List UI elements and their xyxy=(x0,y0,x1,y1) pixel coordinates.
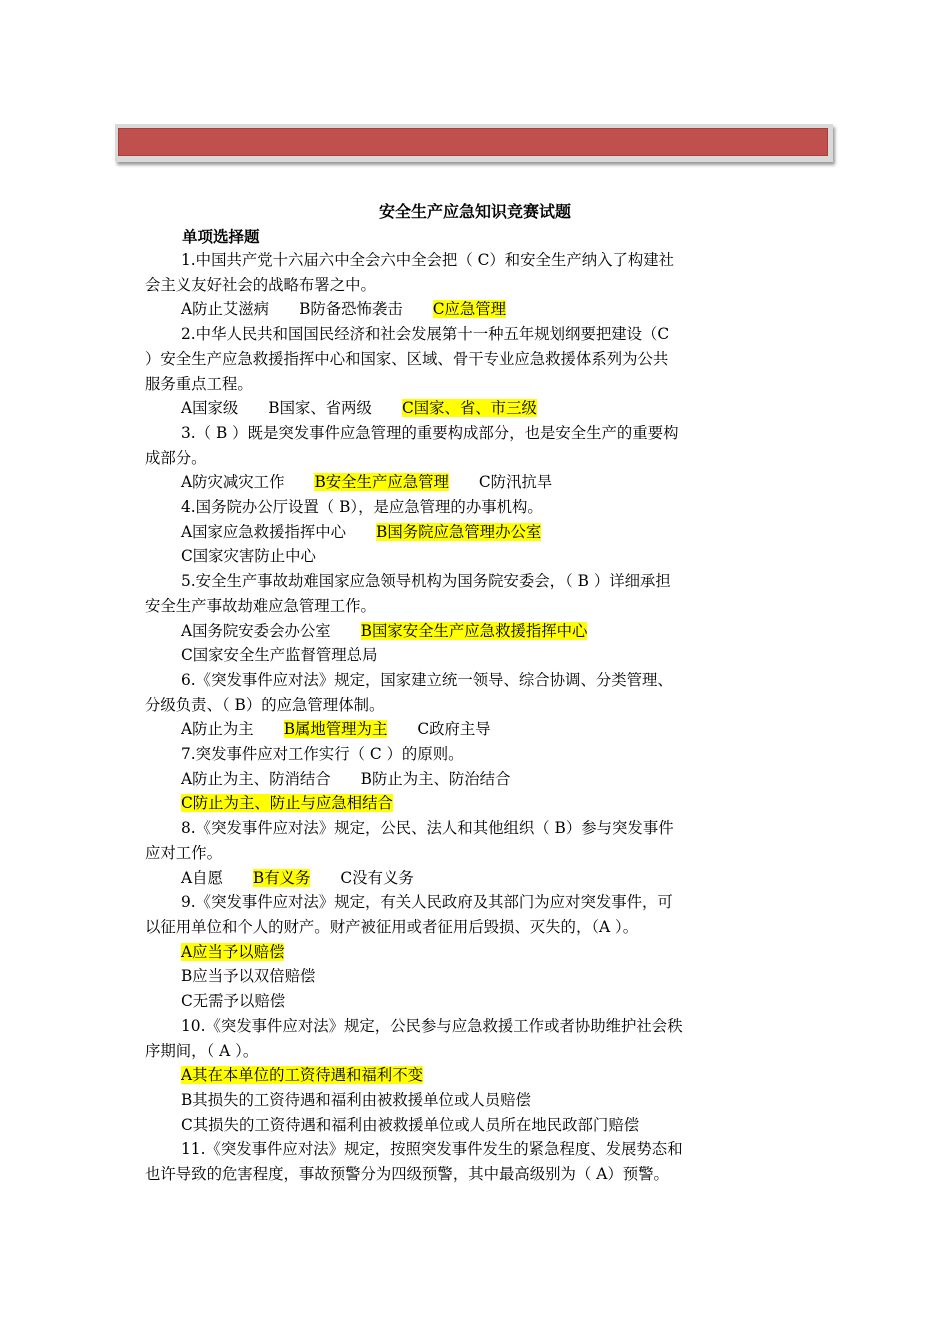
answer-option-correct: C应急管理 xyxy=(432,300,507,319)
answer-option-correct: C国家、省、市三级 xyxy=(401,399,537,418)
option-row xyxy=(145,717,807,742)
question-7 xyxy=(145,742,807,816)
question-1 xyxy=(145,248,807,322)
answer-option: B其损失的工资待遇和福利由被救援单位或人员赔偿 xyxy=(181,1090,531,1109)
section-heading: 单项选择题 xyxy=(182,228,260,246)
page-title: 安全生产应急知识竞赛试题 xyxy=(378,202,571,221)
answer-option-correct: B安全生产应急管理 xyxy=(314,473,449,492)
option-row xyxy=(145,964,807,989)
answer-option: B防备恐怖袭击 xyxy=(299,300,403,319)
answer-option-correct: A其在本单位的工资待遇和福利不变 xyxy=(181,1066,423,1085)
header-banner xyxy=(115,124,833,162)
answer-option: C国家安全生产监督管理总局 xyxy=(181,646,378,665)
question-text-cont: 分级负责、（ B）的应急管理体制。 xyxy=(145,695,385,714)
answer-option: C防汛抗旱 xyxy=(478,473,553,492)
option-row xyxy=(145,1063,807,1088)
answer-option: C其损失的工资待遇和福利由被救援单位或人员所在地民政部门赔偿 xyxy=(181,1115,640,1134)
answer-option: B防止为主、防治结合 xyxy=(360,769,511,788)
question-9 xyxy=(145,890,807,1014)
question-text: 5.安全生产事故劫难国家应急领导机构为国务院安委会，（ B ）详细承担 xyxy=(181,572,671,591)
question-text: 1.中国共产党十六届六中全会六中全会把（ C）和安全生产纳入了构建社 xyxy=(181,251,675,269)
option-row xyxy=(145,1113,807,1138)
question-text-cont: 也许导致的危害程度，事故预警分为四级预警，其中最高级别为（ A）预警。 xyxy=(145,1165,669,1184)
question-text: 11.《突发事件应对法》规定，按照突发事件发生的紧急程度、发展势态和 xyxy=(181,1140,683,1159)
question-text: 8.《突发事件应对法》规定，公民、法人和其他组织（ B）参与突发事件 xyxy=(181,819,674,838)
question-6 xyxy=(145,668,807,742)
question-text-cont: 成部分。 xyxy=(145,448,207,467)
option-row xyxy=(145,767,807,792)
option-row xyxy=(145,470,807,495)
answer-option-correct: B国家安全生产应急救援指挥中心 xyxy=(360,621,588,640)
question-text-cont: 安全生产事故劫难应急管理工作。 xyxy=(145,596,376,615)
question-2 xyxy=(145,322,807,421)
question-5 xyxy=(145,569,807,668)
question-text-cont: 应对工作。 xyxy=(145,843,222,862)
answer-option: A自愿 xyxy=(181,868,223,887)
answer-option-correct: B属地管理为主 xyxy=(283,720,388,739)
answer-option: A防灾减灾工作 xyxy=(181,473,285,492)
answer-option: B国家、省两级 xyxy=(268,399,372,418)
option-row xyxy=(145,520,807,545)
question-text: 4.国务院办公厅设置（ B），是应急管理的办事机构。 xyxy=(181,498,543,517)
question-text-cont: 以征用单位和个人的财产。财产被征用或者征用后毁损、灭失的，（A ）。 xyxy=(145,917,639,936)
option-row xyxy=(145,940,807,965)
question-text-cont: 会主义友好社会的战略布署之中。 xyxy=(145,275,376,294)
header-banner-bar xyxy=(118,128,828,156)
option-row xyxy=(145,396,807,421)
answer-option: C政府主导 xyxy=(417,720,491,739)
option-row xyxy=(145,791,807,816)
question-list xyxy=(145,248,807,1187)
answer-option: C国家灾害防止中心 xyxy=(181,547,316,566)
question-text: 10.《突发事件应对法》规定，公民参与应急救援工作或者协助维护社会秩 xyxy=(181,1016,683,1035)
question-text-cont: 服务重点工程。 xyxy=(145,374,253,393)
answer-option: A国家应急救援指挥中心 xyxy=(181,522,347,541)
answer-option-correct: A应当予以赔偿 xyxy=(181,942,285,961)
question-text: 3.（ B ）既是突发事件应急管理的重要构成部分，也是安全生产的重要构 xyxy=(181,423,679,442)
answer-option: A国务院安委会办公室 xyxy=(181,621,331,640)
question-4 xyxy=(145,495,807,569)
answer-option: A防止艾滋病 xyxy=(181,300,270,319)
answer-option-correct: B国务院应急管理办公室 xyxy=(376,522,542,541)
option-row xyxy=(145,866,807,891)
question-text: 6.《突发事件应对法》规定，国家建立统一领导、综合协调、分类管理、 xyxy=(181,670,673,689)
question-11 xyxy=(145,1137,807,1186)
answer-option: A防止为主 xyxy=(181,720,254,739)
option-row xyxy=(145,643,807,668)
answer-option: B应当予以双倍赔偿 xyxy=(181,967,316,986)
option-row xyxy=(145,619,807,644)
answer-option-correct: B有义务 xyxy=(252,868,311,887)
question-text: 2.中华人民共和国国民经济和社会发展第十一种五年规划纲要把建设（C xyxy=(181,325,670,344)
option-row xyxy=(145,544,807,569)
answer-option: A国家级 xyxy=(181,399,239,418)
option-row xyxy=(145,297,807,322)
question-8 xyxy=(145,816,807,890)
answer-option: A防止为主、防消结合 xyxy=(181,769,331,788)
option-row xyxy=(145,1088,807,1113)
answer-option: C没有义务 xyxy=(340,868,414,887)
option-row xyxy=(145,989,807,1014)
question-3 xyxy=(145,421,807,495)
question-text: 9.《突发事件应对法》规定，有关人民政府及其部门为应对突发事件，可 xyxy=(181,893,673,912)
question-text-cont: ）安全生产应急救援指挥中心和国家、区域、骨干专业应急救援体系列为公共 xyxy=(145,349,669,368)
answer-option-correct: C防止为主、防止与应急相结合 xyxy=(181,794,393,813)
question-text: 7.突发事件应对工作实行（ C ）的原则。 xyxy=(181,745,464,764)
question-text-cont: 序期间，（ A ）。 xyxy=(145,1041,259,1060)
question-10 xyxy=(145,1014,807,1138)
answer-option: C无需予以赔偿 xyxy=(181,992,286,1011)
